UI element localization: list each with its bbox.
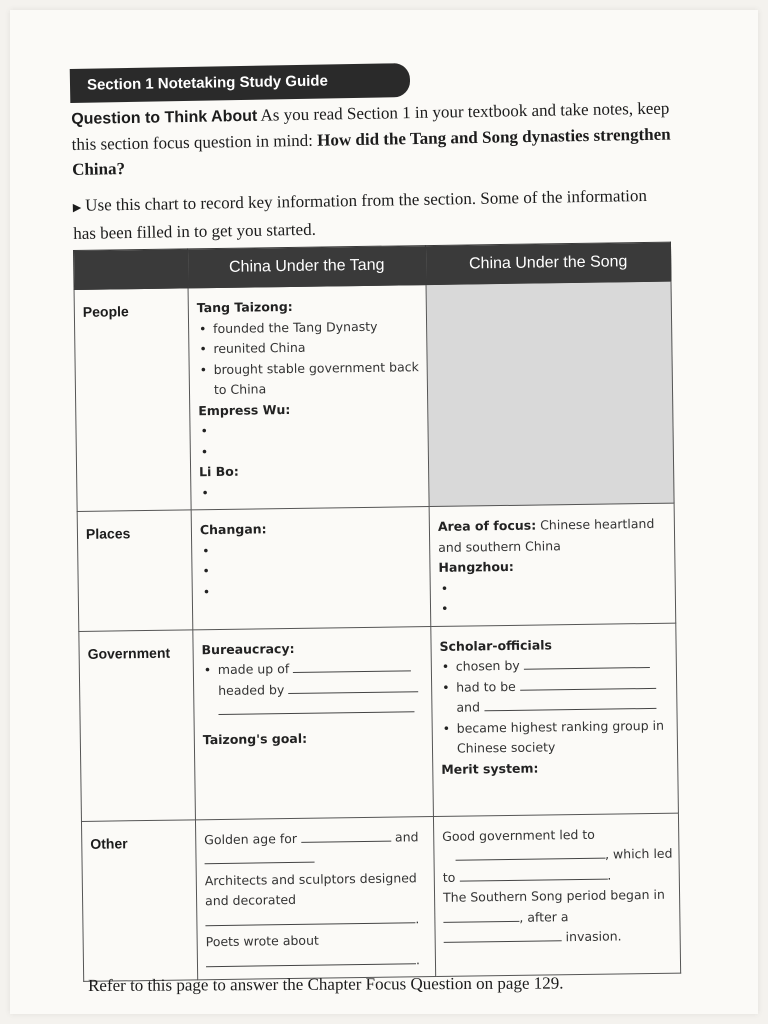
cell-tang-places — [191, 507, 431, 630]
blank-bullet[interactable] — [201, 579, 424, 603]
header-corner — [74, 249, 189, 290]
label-taizong-goal: Taizong's goal: — [202, 730, 308, 747]
label-empress-wu: Empress Wu: — [198, 401, 291, 418]
notetaking-chart — [73, 242, 681, 982]
cell-tang-government — [193, 626, 434, 819]
list-item: • became highest ranking group in Chinese society — [441, 715, 672, 759]
instruction-text: Use this chart to record key information from the section. Some of the information has been filled in to get you started. — [73, 185, 648, 243]
label-merit-system: Merit system: — [441, 760, 539, 777]
answer-blank[interactable] — [455, 847, 605, 861]
question-lead: Question to Think About — [71, 107, 258, 128]
list-item: • brought stable government back to China — [198, 357, 422, 401]
answer-blank[interactable] — [218, 700, 414, 715]
item-text: had to be — [456, 678, 516, 695]
answer-blank[interactable] — [288, 680, 418, 694]
label-tang-taizong: Tang Taizong: — [196, 298, 293, 316]
other-text: Golden age for — [204, 830, 298, 847]
blank-bullet[interactable] — [199, 480, 422, 504]
list-item: • founded the Tang Dynasty — [197, 316, 420, 340]
item-text: chosen by — [455, 657, 520, 674]
label-hangzhou: Hangzhou: — [438, 558, 514, 575]
section-label: Section 1 Notetaking Study Guide — [70, 63, 411, 103]
answer-blank[interactable] — [205, 911, 415, 926]
list-item — [202, 657, 426, 722]
row-other — [81, 813, 680, 982]
cell-song-places — [429, 503, 676, 626]
item-text: and — [456, 699, 481, 715]
intro-block — [71, 96, 673, 246]
header-tang: China Under the Tang — [187, 246, 426, 288]
cell-song-other: Good government led to , which led to . The Southern Song period began in , after a invasion. — [433, 813, 680, 977]
cell-tang-other: Golden age for and Architects and sculptors designed and decorated . Poets wrote about . — [195, 816, 435, 980]
item-text: made up of — [217, 661, 290, 678]
item-text: headed by — [218, 681, 285, 698]
other-text: and — [394, 828, 419, 845]
row-people — [74, 281, 674, 511]
blank-bullet[interactable] — [439, 596, 669, 620]
label-scholar-officials: Scholar-officials — [439, 636, 553, 654]
cell-tang-people — [188, 285, 429, 510]
label-bureaucracy: Bureaucracy: — [201, 640, 295, 657]
answer-blank[interactable] — [443, 909, 519, 922]
answer-blank[interactable] — [206, 952, 416, 967]
other-text: , which led — [604, 845, 673, 862]
row-label-government: Government — [79, 629, 196, 821]
other-text: Good government led to — [442, 826, 595, 844]
footer-note: Refer to this page to answer the Chapter Focus Question on page 129. — [88, 973, 564, 995]
area-of-focus-text: Chinese heartland and southern China — [438, 515, 655, 555]
arrow-icon: ▶ — [72, 201, 82, 214]
other-text: to — [442, 869, 456, 885]
answer-blank[interactable] — [293, 659, 411, 673]
answer-blank[interactable] — [444, 929, 562, 943]
cell-song-government — [431, 623, 679, 816]
label-changan: Changan: — [199, 521, 267, 538]
cell-song-people-shaded — [426, 281, 674, 506]
list-item — [440, 674, 671, 718]
label-li-bo: Li Bo: — [199, 463, 239, 480]
blank-bullet[interactable] — [199, 439, 422, 463]
answer-blank[interactable] — [520, 676, 656, 690]
list-item: • reunited China — [197, 336, 420, 360]
answer-blank[interactable] — [459, 867, 607, 881]
answer-blank[interactable] — [524, 656, 650, 670]
row-label-other: Other — [81, 819, 197, 981]
label-area-of-focus: Area of focus: — [437, 517, 537, 534]
header-song: China Under the Song — [425, 242, 671, 284]
row-places — [77, 503, 676, 631]
other-text: Poets wrote about — [205, 932, 319, 950]
other-text: invasion. — [565, 928, 622, 945]
answer-blank[interactable] — [204, 851, 314, 865]
row-label-places: Places — [77, 510, 193, 631]
other-text: The Southern Song period began in — [442, 886, 665, 905]
answer-blank[interactable] — [484, 697, 656, 711]
row-label-people: People — [74, 288, 191, 512]
row-government — [79, 623, 679, 821]
other-text: , after a — [519, 908, 569, 925]
focus-question: How did the Tang and Song dynasties strengthen China? — [71, 124, 671, 179]
answer-blank[interactable] — [301, 829, 391, 842]
question-text: As you read Section 1 in your textbook and take notes, keep this section focus question in mind: — [71, 98, 670, 154]
other-text: Architects and sculptors designed and decorated — [204, 869, 417, 909]
